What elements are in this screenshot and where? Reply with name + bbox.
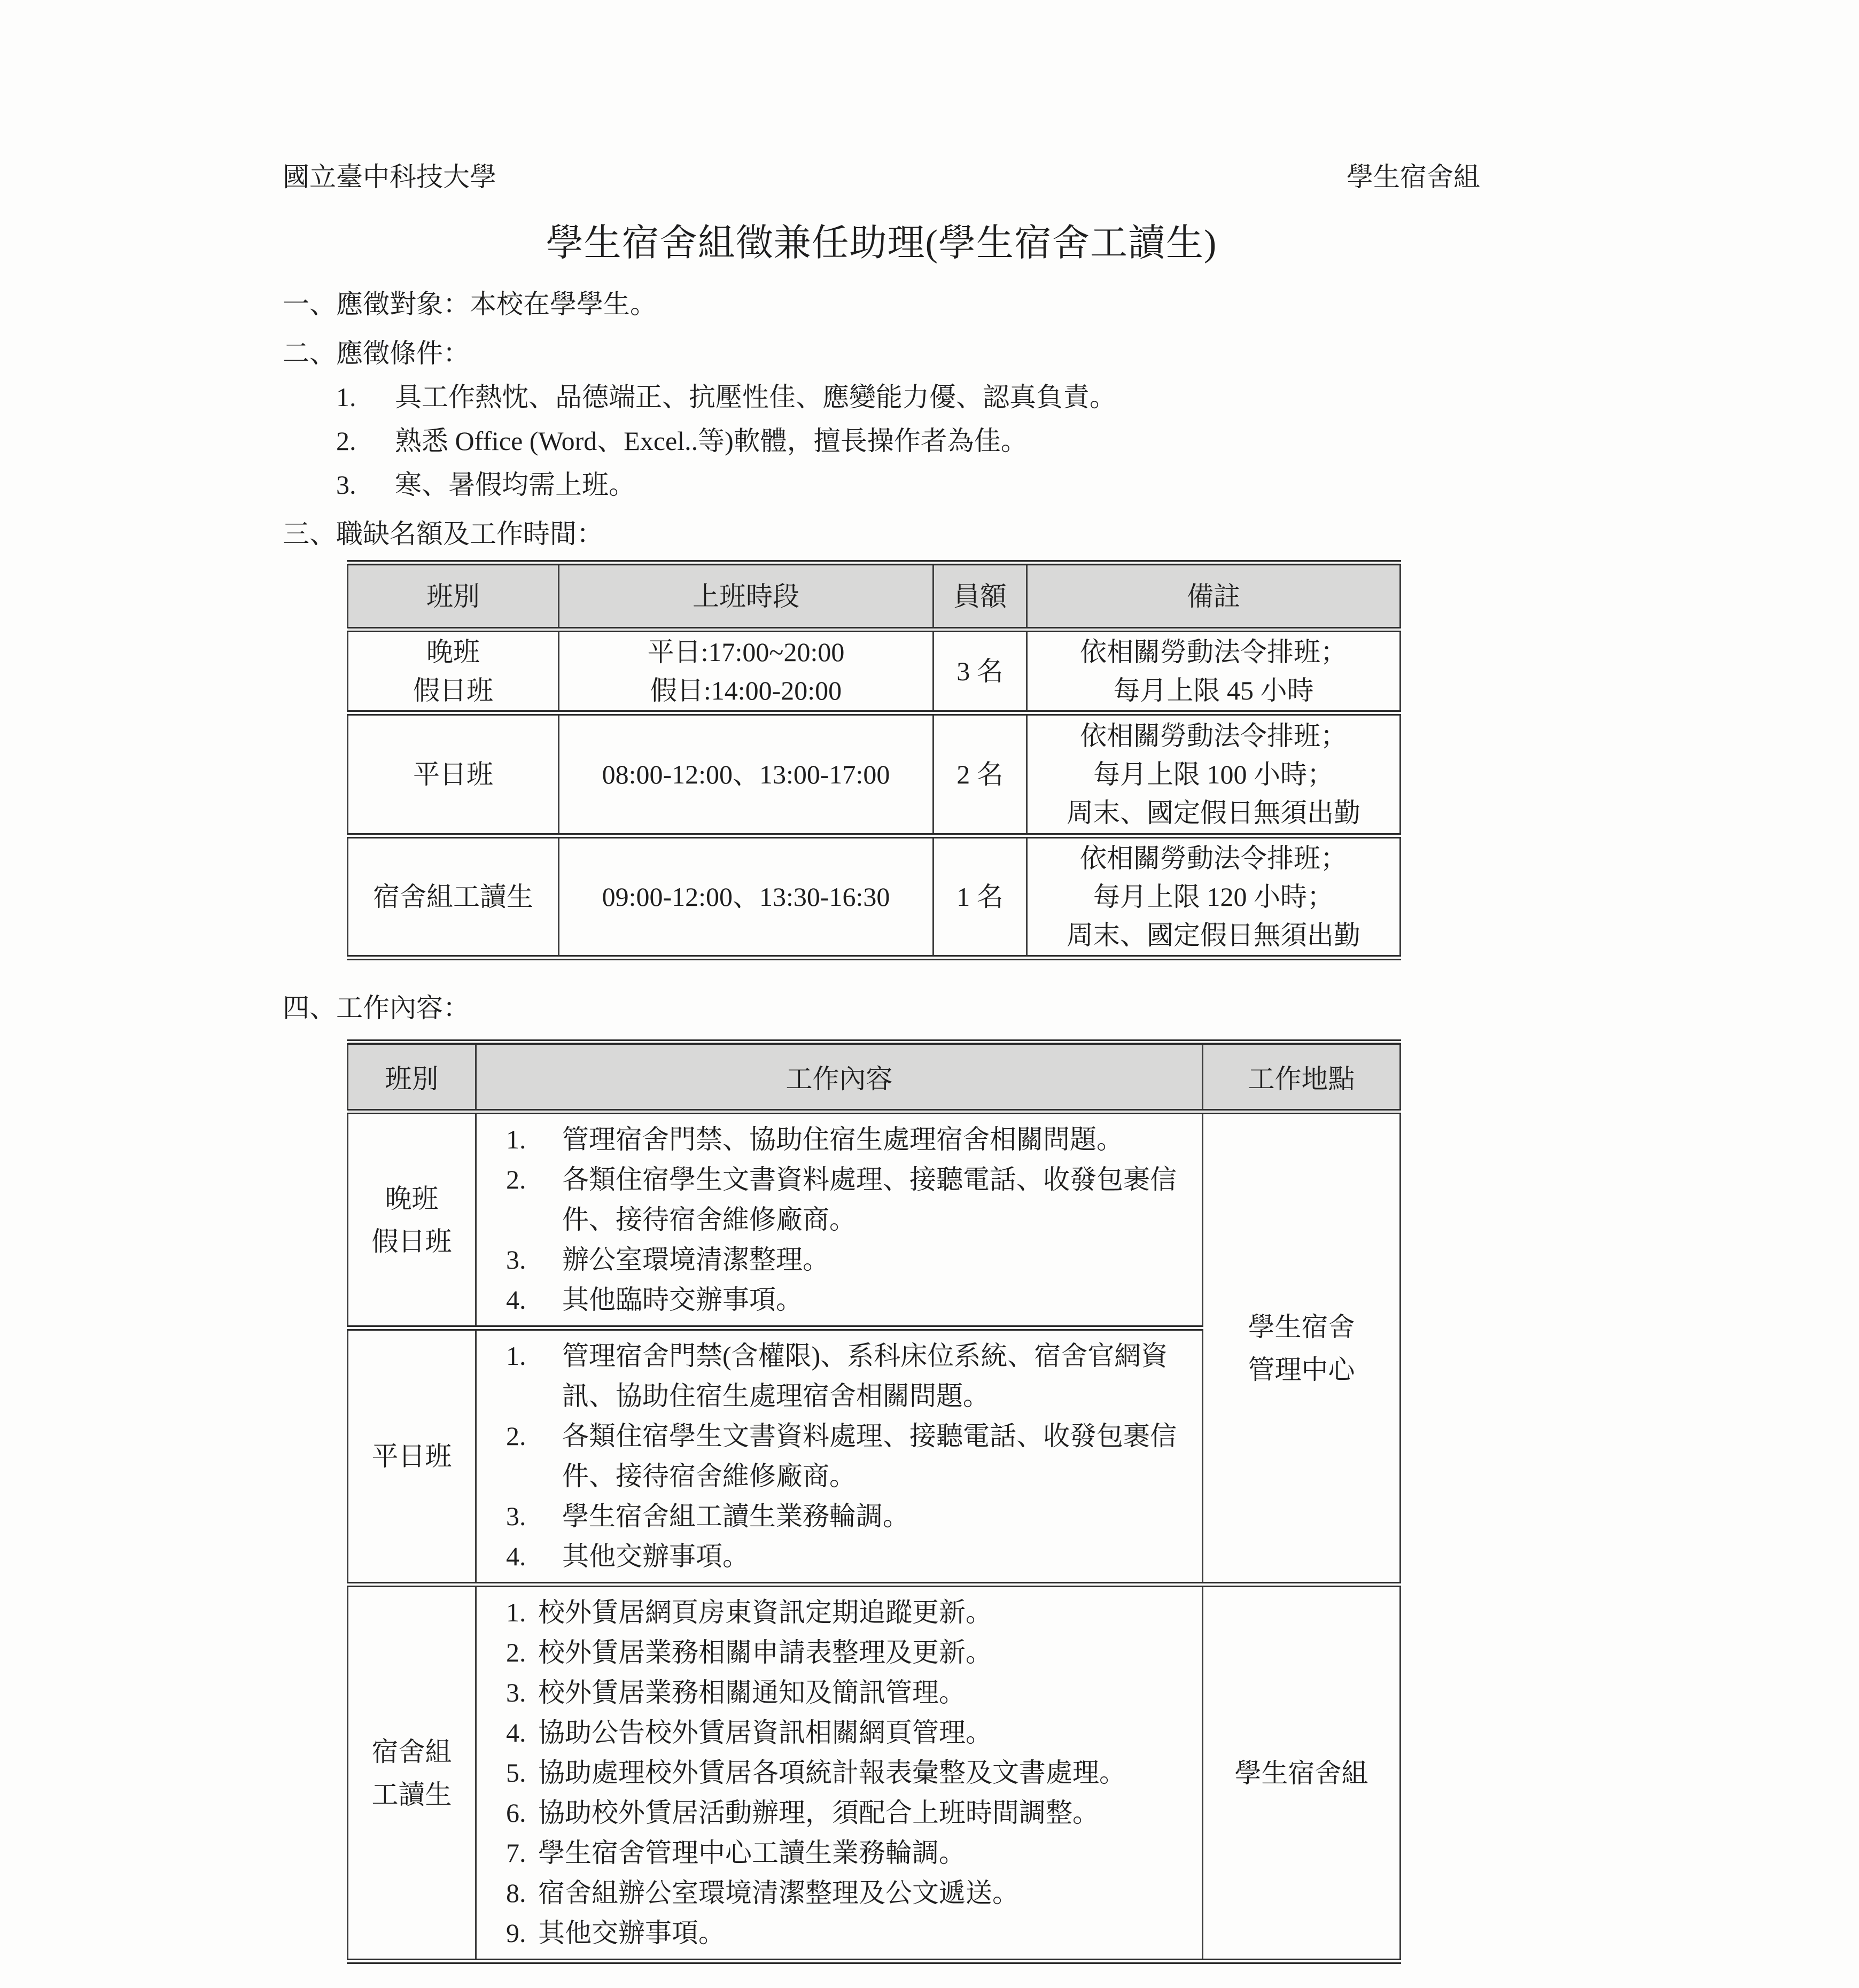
duty-number: 1.: [506, 1341, 526, 1371]
shift-name-cell: [348, 630, 559, 713]
section-2-number: 二、: [283, 338, 336, 368]
duties-header-location: 工作地點: [1203, 1042, 1401, 1112]
schedule-row-evening: [348, 630, 1401, 713]
duty-item: [506, 1336, 1180, 1416]
schedule-table: [347, 560, 1401, 960]
section-3-number: 三、: [283, 519, 336, 549]
duty-number: 3.: [506, 1678, 526, 1707]
shift-name-cell: 平日班: [348, 713, 559, 836]
notes-cell: [1027, 713, 1401, 836]
duty-number: 2.: [506, 1637, 526, 1667]
schedule-header-row: [348, 563, 1401, 630]
duty-number: 8.: [506, 1878, 526, 1908]
section-2-text: 應徵條件：: [336, 338, 470, 368]
duty-text: 其他交辦事項。: [538, 1918, 725, 1948]
work-hours-cell: 09:00-12:00、13:30-16:30: [559, 836, 934, 958]
duties-row-evening: [348, 1112, 1401, 1328]
shift-line: 宿舍組: [371, 1736, 452, 1767]
note-line: 依相關勞動法令排班；: [1080, 843, 1347, 873]
duty-list-cell: [476, 1328, 1203, 1585]
location-line: 管理中心: [1248, 1354, 1355, 1385]
duty-number: 4.: [506, 1285, 526, 1315]
duty-number: 6.: [506, 1798, 526, 1828]
duty-item: [506, 1160, 1180, 1240]
duty-item: [506, 1280, 1180, 1320]
schedule-header-hours: 上班時段: [559, 563, 934, 630]
section-1-number: 一、: [283, 289, 336, 319]
duties-row-dorm-worker: [348, 1585, 1401, 1961]
duty-number: 1.: [506, 1124, 526, 1154]
duty-number: 9.: [506, 1918, 526, 1948]
duty-text: 學生宿舍組工讀生業務輪調。: [562, 1501, 909, 1531]
duty-item: [506, 1713, 1180, 1753]
duty-item: [506, 1633, 1180, 1673]
schedule-header-quota: 員額: [934, 563, 1027, 630]
note-line: 每月上限 45 小時: [1113, 675, 1314, 705]
duty-number: 3.: [506, 1501, 526, 1531]
document-content: [283, 160, 1480, 1964]
duties-header-shift: 班別: [348, 1042, 476, 1112]
quota-cell: 1 名: [934, 836, 1027, 958]
duty-item: [506, 1753, 1180, 1793]
schedule-header-shift: 班別: [348, 563, 559, 630]
notes-cell: [1027, 836, 1401, 958]
document-title: 學生宿舍組徵兼任助理(學生宿舍工讀生): [546, 223, 1217, 264]
work-location-cell: [1203, 1112, 1401, 1585]
quota-cell: 2 名: [934, 713, 1027, 836]
section-2-conditions: [283, 337, 1480, 370]
shift-line: 假日班: [371, 1226, 452, 1256]
duty-number: 4.: [506, 1541, 526, 1571]
duty-text: 其他臨時交辦事項。: [562, 1285, 803, 1315]
duty-text: 協助校外賃居活動辦理，須配合上班時間調整。: [538, 1798, 1099, 1828]
shift-name-cell: [348, 1585, 476, 1961]
section-1-text: 應徵對象：本校在學學生。: [336, 289, 657, 319]
work-hours-cell: 08:00-12:00、13:00-17:00: [559, 713, 934, 836]
condition-item-2-text: 熟悉 Office (Word、Excel..等)軟體，擅長操作者為佳。: [395, 426, 1028, 456]
duty-item: [506, 1240, 1180, 1280]
duty-item: [506, 1673, 1180, 1713]
duty-item: [506, 1416, 1180, 1496]
section-3-text: 職缺名額及工作時間：: [336, 519, 603, 549]
condition-item-2-number: 2.: [336, 426, 356, 456]
duty-text: 宿舍組辦公室環境清潔整理及公文遞送。: [538, 1878, 1019, 1908]
duty-number: 5.: [506, 1758, 526, 1788]
duty-number: 4.: [506, 1718, 526, 1748]
section-3-openings: [283, 517, 1480, 550]
document-header: [283, 160, 1480, 193]
duty-list-cell: [476, 1112, 1203, 1328]
note-line: 周末、國定假日無須出勤: [1067, 798, 1360, 828]
duty-text: 協助處理校外賃居各項統計報表彙整及文書處理。: [538, 1758, 1126, 1788]
duties-header-content: 工作內容: [476, 1042, 1203, 1112]
duty-item: [506, 1833, 1180, 1873]
duty-text: 其他交辦事項。: [562, 1541, 749, 1571]
shift-line: 假日班: [413, 675, 493, 705]
quota-cell: 3 名: [934, 630, 1027, 713]
duties-header-row: [348, 1042, 1401, 1112]
shift-line: 晚班: [385, 1183, 439, 1214]
duty-text: 協助公告校外賃居資訊相關網頁管理。: [538, 1718, 992, 1748]
section-4-duties: [283, 991, 1480, 1024]
duty-text: 辦公室環境清潔整理。: [562, 1245, 829, 1275]
duty-text: 各類住宿學生文書資料處理、接聽電話、收發包裹信件、接待宿舍維修廠商。: [562, 1421, 1177, 1491]
header-school-name: 國立臺中科技大學: [283, 162, 496, 192]
section-4-number: 四、: [283, 993, 336, 1023]
schedule-header-notes: 備註: [1027, 563, 1401, 630]
shift-line: 晚班: [426, 637, 480, 667]
duty-item: [506, 1913, 1180, 1953]
notes-cell: [1027, 630, 1401, 713]
duty-text: 學生宿舍管理中心工讀生業務輪調。: [538, 1838, 966, 1868]
condition-item-1: [336, 380, 1480, 414]
duty-item: [506, 1536, 1180, 1577]
work-location-cell: 學生宿舍組: [1203, 1585, 1401, 1961]
duty-number: 7.: [506, 1838, 526, 1868]
shift-name-cell: 平日班: [348, 1328, 476, 1585]
schedule-row-dorm-worker: [348, 836, 1401, 958]
duty-text: 各類住宿學生文書資料處理、接聽電話、收發包裹信件、接待宿舍維修廠商。: [562, 1164, 1177, 1234]
hours-line: 平日:17:00~20:00: [647, 637, 845, 667]
note-line: 周末、國定假日無須出勤: [1067, 920, 1360, 950]
duty-text: 校外賃居業務相關通知及簡訊管理。: [538, 1678, 966, 1707]
condition-item-2: [336, 424, 1480, 457]
duty-text: 校外賃居業務相關申請表整理及更新。: [538, 1637, 992, 1667]
location-line: 學生宿舍: [1248, 1311, 1355, 1342]
duty-text: 校外賃居網頁房東資訊定期追蹤更新。: [538, 1597, 992, 1627]
schedule-row-weekday: [348, 713, 1401, 836]
condition-item-3: [336, 468, 1480, 501]
duty-number: 2.: [506, 1421, 526, 1451]
duty-item: [506, 1873, 1180, 1913]
section-4-text: 工作內容：: [336, 993, 470, 1023]
work-hours-cell: [559, 630, 934, 713]
note-line: 每月上限 120 小時；: [1093, 882, 1334, 912]
duty-item: [506, 1120, 1180, 1160]
duty-number: 2.: [506, 1164, 526, 1194]
duty-item: [506, 1593, 1180, 1633]
note-line: 依相關勞動法令排班；: [1080, 721, 1347, 751]
section-1-target: [283, 288, 1480, 321]
shift-name-cell: 宿舍組工讀生: [348, 836, 559, 958]
duty-item: [506, 1793, 1180, 1833]
duty-number: 1.: [506, 1597, 526, 1627]
note-line: 每月上限 100 小時；: [1093, 759, 1334, 789]
duty-text: 管理宿舍門禁(含權限)、系科床位系統、宿舍官網資訊、協助住宿生處理宿舍相關問題。: [562, 1341, 1168, 1411]
condition-item-1-text: 具工作熱忱、品德端正、抗壓性佳、應變能力優、認真負責。: [395, 382, 1116, 412]
note-line: 依相關勞動法令排班；: [1080, 637, 1347, 667]
condition-item-1-number: 1.: [336, 382, 356, 412]
hours-line: 假日:14:00-20:00: [650, 675, 842, 705]
condition-item-3-number: 3.: [336, 470, 356, 500]
condition-item-3-text: 寒、暑假均需上班。: [395, 470, 635, 500]
duty-item: [506, 1496, 1180, 1536]
duty-text: 管理宿舍門禁、協助住宿生處理宿舍相關問題。: [562, 1124, 1123, 1154]
shift-name-cell: [348, 1112, 476, 1328]
shift-line: 工讀生: [371, 1779, 452, 1810]
duty-number: 3.: [506, 1245, 526, 1275]
duties-table: [347, 1039, 1401, 1964]
header-department-name: 學生宿舍組: [1347, 162, 1480, 192]
duty-list-cell: [476, 1585, 1203, 1961]
